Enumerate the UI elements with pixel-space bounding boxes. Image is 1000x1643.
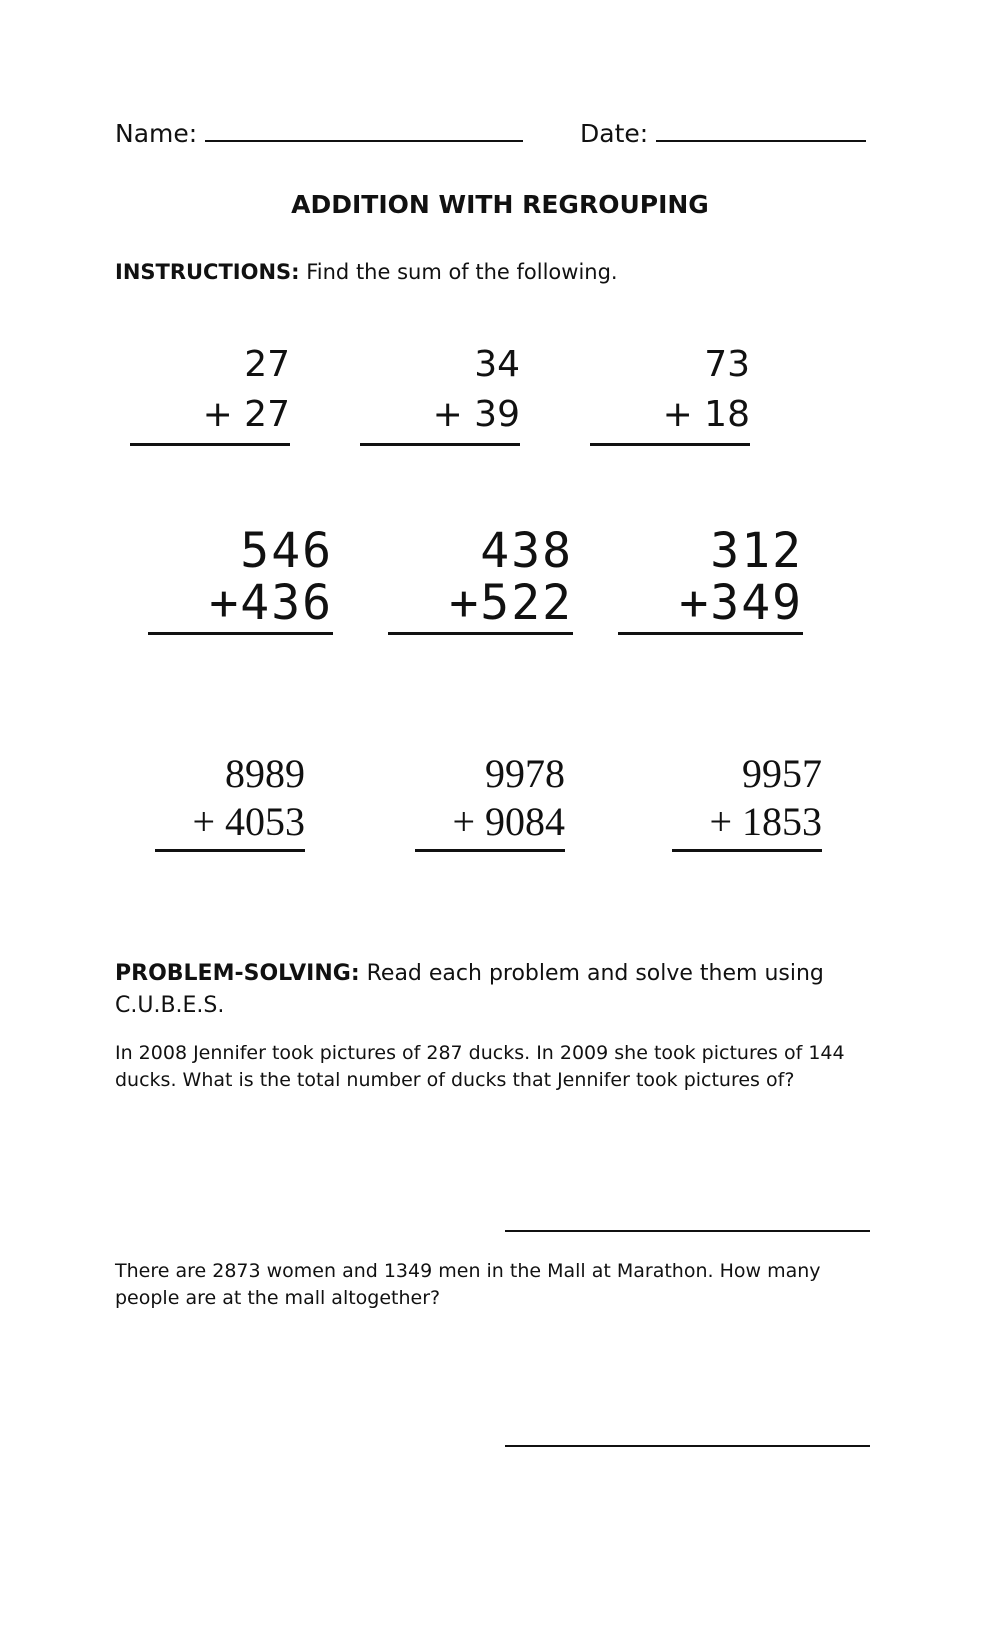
instructions-label: INSTRUCTIONS:: [115, 260, 300, 284]
name-field-group: [115, 118, 523, 148]
problem-addend-bottom: +436: [209, 575, 333, 631]
problem-addend-top: 546: [240, 523, 333, 579]
date-blank[interactable]: [656, 118, 866, 142]
addition-problem: [388, 525, 573, 629]
problem-answer-line[interactable]: [388, 632, 573, 635]
instructions-text: Find the sum of the following.: [299, 260, 618, 284]
worksheet-title: ADDITION WITH REGROUPING: [291, 190, 709, 219]
problem-answer-line[interactable]: [130, 443, 290, 446]
problem-addend-bottom: +349: [679, 575, 803, 631]
addition-problem: [672, 750, 822, 846]
problem-solving-heading: [115, 958, 875, 1022]
problem-answer-line[interactable]: [672, 849, 822, 852]
problem-addend-bottom: + 18: [662, 394, 750, 435]
addition-problem: [360, 340, 520, 440]
name-blank[interactable]: [205, 118, 523, 142]
problem-solving-text: Read each problem and solve them using C.U.B.E.S.: [115, 961, 824, 1018]
problem-addend-bottom: + 27: [202, 394, 290, 435]
problem-answer-line[interactable]: [360, 443, 520, 446]
problem-addend-top: 8989: [225, 751, 305, 796]
problem-addend-bottom: + 1853: [709, 799, 822, 844]
problem-addend-top: 9978: [485, 751, 565, 796]
problem-addend-bottom: + 4053: [192, 799, 305, 844]
problem-addend-top: 312: [710, 523, 803, 579]
word-problem-2: There are 2873 women and 1349 men in the Mall at Marathon. How many people are at the mall altogether?: [115, 1260, 821, 1309]
instructions: [115, 260, 618, 284]
word-problem-1-answer-line[interactable]: [505, 1230, 870, 1232]
addition-problem: [155, 750, 305, 846]
problem-addend-bottom: + 39: [432, 394, 520, 435]
problem-addend-top: 34: [474, 344, 520, 385]
addition-problem: [130, 340, 290, 440]
problem-answer-line[interactable]: [148, 632, 333, 635]
date-field-group: [580, 118, 866, 148]
word-problem-2-answer-line[interactable]: [505, 1445, 870, 1447]
problem-addend-top: 438: [480, 523, 573, 579]
problem-addend-bottom: +522: [449, 575, 573, 631]
addition-problem: [618, 525, 803, 629]
problem-answer-line[interactable]: [618, 632, 803, 635]
problem-answer-line[interactable]: [590, 443, 750, 446]
addition-problem: [148, 525, 333, 629]
addition-problem: [590, 340, 750, 440]
date-label: Date:: [580, 119, 649, 148]
problem-addend-top: 73: [704, 344, 750, 385]
problem-answer-line[interactable]: [155, 849, 305, 852]
problem-addend-top: 27: [244, 344, 290, 385]
problem-addend-bottom: + 9084: [452, 799, 565, 844]
problem-solving-label: PROBLEM-SOLVING:: [115, 961, 360, 986]
addition-problem: [415, 750, 565, 846]
word-problem-1: In 2008 Jennifer took pictures of 287 ducks. In 2009 she took pictures of 144 ducks. What is the total number of ducks that Jennifer took pictures of?: [115, 1042, 845, 1091]
problem-answer-line[interactable]: [415, 849, 565, 852]
name-label: Name:: [115, 119, 198, 148]
problem-addend-top: 9957: [742, 751, 822, 796]
